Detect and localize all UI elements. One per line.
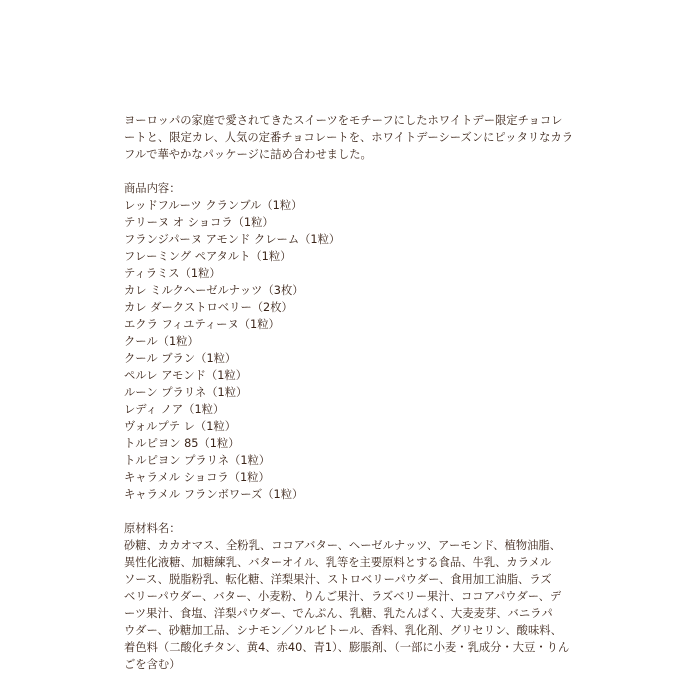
ingredients-line: ソース、脱脂粉乳、転化糖、洋梨果汁、ストロベリーパウダー、食用加工油脂、ラズ	[124, 573, 552, 586]
contents-item: クール ブラン（1粒）	[124, 352, 237, 365]
contents-item: レッドフルーツ クランブル（1粒）	[124, 199, 303, 212]
contents-item: ルーン プラリネ（1粒）	[124, 386, 248, 399]
ingredients-heading: 原材料名：	[124, 522, 181, 535]
contents-item: テリーヌ オ ショコラ（1粒）	[124, 216, 274, 229]
contents-item: ティラミス（1粒）	[124, 267, 221, 280]
contents-item: レディ ノア（1粒）	[124, 403, 225, 416]
contents-item: トルピヨン 85（1粒）	[124, 437, 240, 450]
description-line: ヨーロッパの家庭で愛されてきたスイーツをモチーフにしたホワイトデー限定チョコレ	[124, 114, 563, 127]
ingredients-line: ウダー、砂糖加工品、シナモン／ソルビトール、香料、乳化剤、グリセリン、酸味料、	[124, 624, 562, 637]
contents-item: キャラメル ショコラ（1粒）	[124, 471, 270, 484]
ingredients-line: ごを含む）	[124, 658, 181, 671]
description-paragraph	[124, 112, 580, 163]
contents-list	[124, 197, 580, 503]
ingredients-line: 砂糖、カカオマス、全粉乳、ココアバター、ヘーゼルナッツ、アーモンド、植物油脂、	[124, 539, 561, 552]
contents-item: フランジパーヌ アモンド クレーム（1粒）	[124, 233, 341, 246]
spacer	[124, 163, 580, 180]
ingredients-line: ーツ果汁、食塩、洋梨パウダー、でんぷん、乳糖、乳たんぱく、大麦麦芽、バニラパ	[124, 607, 553, 620]
contents-item: ペルレ アモンド（1粒）	[124, 369, 248, 382]
contents-heading: 商品内容：	[124, 182, 181, 195]
contents-item: ヴォルプテ レ（1粒）	[124, 420, 236, 433]
contents-item: クール（1粒）	[124, 335, 199, 348]
contents-item: トルピヨン プラリネ（1粒）	[124, 454, 271, 467]
contents-item: カレ ダークストロベリー（2枚）	[124, 301, 293, 314]
contents-item: キャラメル フランボワーズ（1粒）	[124, 488, 304, 501]
description-line: フルで華やかなパッケージに詰め合わせました。	[124, 148, 372, 161]
product-description-page	[124, 112, 580, 673]
contents-item: フレーミング ペアタルト（1粒）	[124, 250, 292, 263]
contents-item: カレ ミルクヘーゼルナッツ（3枚）	[124, 284, 304, 297]
ingredients-section	[124, 520, 580, 673]
ingredients-line: 異性化液糖、加糖練乳、バターオイル、乳等を主要原料とする食品、牛乳、カラメル	[124, 556, 552, 569]
contents-section	[124, 180, 580, 503]
ingredients-line: 着色料（二酸化チタン、黄4、赤40、青1）、膨脹剤、（一部に小麦・乳成分・大豆・りん	[124, 641, 570, 654]
spacer	[124, 503, 580, 520]
ingredients-paragraph	[124, 537, 580, 673]
description-line: ートと、限定カレ、人気の定番チョコレートを、ホワイトデーシーズンにピッタリなカラ	[124, 131, 574, 144]
ingredients-line: ベリーパウダー、バター、小麦粉、りんご果汁、ラズベリー果汁、ココアパウダー、デ	[124, 590, 562, 603]
contents-item: エクラ フィユティーヌ（1粒）	[124, 318, 280, 331]
